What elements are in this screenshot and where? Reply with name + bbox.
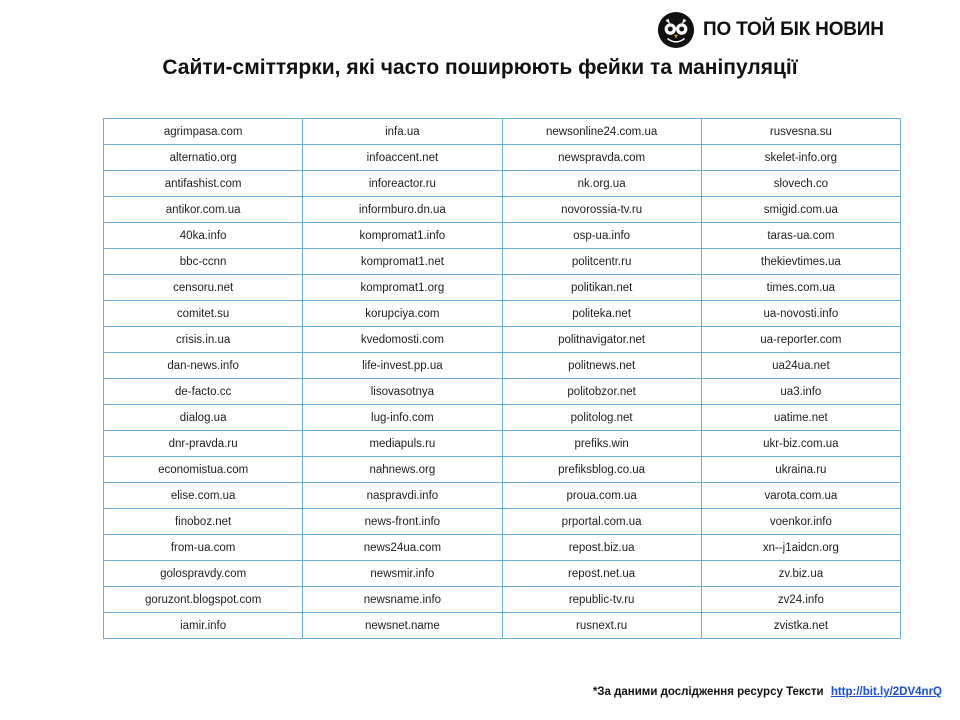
- site-cell: novorossia-tv.ru: [502, 197, 701, 223]
- site-cell: ua-reporter.com: [701, 327, 900, 353]
- table-row: [104, 613, 901, 639]
- site-cell: bbc-ccnn: [104, 249, 303, 275]
- site-cell: ua24ua.net: [701, 353, 900, 379]
- site-cell: alternatio.org: [104, 145, 303, 171]
- site-cell: from-ua.com: [104, 535, 303, 561]
- site-cell: thekievtimes.ua: [701, 249, 900, 275]
- site-cell: politeka.net: [502, 301, 701, 327]
- site-cell: politnavigator.net: [502, 327, 701, 353]
- site-cell: lug-info.com: [303, 405, 502, 431]
- owl-icon: [657, 11, 695, 49]
- site-cell: newsonline24.com.ua: [502, 119, 701, 145]
- site-cell: rusvesna.su: [701, 119, 900, 145]
- site-cell: naspravdi.info: [303, 483, 502, 509]
- site-cell: de-facto.cc: [104, 379, 303, 405]
- site-cell: ukr-biz.com.ua: [701, 431, 900, 457]
- site-cell: antikor.com.ua: [104, 197, 303, 223]
- table-row: [104, 587, 901, 613]
- table-row: [104, 145, 901, 171]
- site-cell: republic-tv.ru: [502, 587, 701, 613]
- site-cell: economistua.com: [104, 457, 303, 483]
- site-cell: iamir.info: [104, 613, 303, 639]
- site-cell: goruzont.blogspot.com: [104, 587, 303, 613]
- table-row: [104, 561, 901, 587]
- site-cell: news24ua.com: [303, 535, 502, 561]
- site-cell: antifashist.com: [104, 171, 303, 197]
- site-cell: times.com.ua: [701, 275, 900, 301]
- site-cell: prportal.com.ua: [502, 509, 701, 535]
- site-cell: varota.com.ua: [701, 483, 900, 509]
- site-cell: prefiks.win: [502, 431, 701, 457]
- site-cell: dialog.ua: [104, 405, 303, 431]
- brand-name: ПО ТОЙ БІК НОВИН: [703, 19, 884, 40]
- site-cell: voenkor.info: [701, 509, 900, 535]
- brand-header: [657, 10, 884, 50]
- site-cell: 40ka.info: [104, 223, 303, 249]
- table-row: [104, 301, 901, 327]
- table-row: [104, 249, 901, 275]
- table-row: [104, 457, 901, 483]
- site-cell: dnr-pravda.ru: [104, 431, 303, 457]
- site-cell: repost.net.ua: [502, 561, 701, 587]
- site-cell: zv24.info: [701, 587, 900, 613]
- site-cell: prefiksblog.co.ua: [502, 457, 701, 483]
- site-cell: nahnews.org: [303, 457, 502, 483]
- site-cell: smigid.com.ua: [701, 197, 900, 223]
- site-cell: finoboz.net: [104, 509, 303, 535]
- site-cell: elise.com.ua: [104, 483, 303, 509]
- site-cell: newsmir.info: [303, 561, 502, 587]
- site-cell: lisovasotnya: [303, 379, 502, 405]
- site-cell: slovech.co: [701, 171, 900, 197]
- table-row: [104, 171, 901, 197]
- site-cell: politnews.net: [502, 353, 701, 379]
- table-row: [104, 353, 901, 379]
- site-cell: zvistka.net: [701, 613, 900, 639]
- site-cell: news-front.info: [303, 509, 502, 535]
- site-cell: newsname.info: [303, 587, 502, 613]
- site-cell: golospravdy.com: [104, 561, 303, 587]
- table-row: [104, 405, 901, 431]
- site-cell: nk.org.ua: [502, 171, 701, 197]
- table-row: [104, 379, 901, 405]
- site-cell: skelet-info.org: [701, 145, 900, 171]
- site-cell: life-invest.pp.ua: [303, 353, 502, 379]
- site-cell: politikan.net: [502, 275, 701, 301]
- source-footer: [593, 686, 942, 698]
- source-link[interactable]: http://bit.ly/2DV4nrQ: [830, 686, 942, 698]
- table-row: [104, 431, 901, 457]
- site-cell: censoru.net: [104, 275, 303, 301]
- table-row: [104, 327, 901, 353]
- site-cell: zv.biz.ua: [701, 561, 900, 587]
- site-cell: infa.ua: [303, 119, 502, 145]
- table-row: [104, 119, 901, 145]
- site-cell: repost.biz.ua: [502, 535, 701, 561]
- site-cell: inforeactor.ru: [303, 171, 502, 197]
- site-cell: agrimpasa.com: [104, 119, 303, 145]
- site-cell: xn--j1aidcn.org: [701, 535, 900, 561]
- table-row: [104, 483, 901, 509]
- site-cell: kvedomosti.com: [303, 327, 502, 353]
- site-cell: proua.com.ua: [502, 483, 701, 509]
- site-cell: ukraina.ru: [701, 457, 900, 483]
- site-cell: taras-ua.com: [701, 223, 900, 249]
- site-cell: dan-news.info: [104, 353, 303, 379]
- table-row: [104, 275, 901, 301]
- source-note: *За даними дослідження ресурсу Тексти: [592, 686, 824, 698]
- table-row: [104, 509, 901, 535]
- site-cell: politobzor.net: [502, 379, 701, 405]
- site-cell: kompromat1.net: [303, 249, 502, 275]
- site-cell: comitet.su: [104, 301, 303, 327]
- table-row: [104, 223, 901, 249]
- site-cell: ua-novosti.info: [701, 301, 900, 327]
- site-cell: crisis.in.ua: [104, 327, 303, 353]
- site-cell: politolog.net: [502, 405, 701, 431]
- site-cell: rusnext.ru: [502, 613, 701, 639]
- page-title: Сайти-сміттярки, які часто поширюють фейки та маніпуляції: [162, 56, 798, 79]
- table-row: [104, 535, 901, 561]
- site-cell: kompromat1.info: [303, 223, 502, 249]
- site-cell: ua3.info: [701, 379, 900, 405]
- sites-table: [103, 118, 901, 639]
- site-cell: informburo.dn.ua: [303, 197, 502, 223]
- site-cell: mediapuls.ru: [303, 431, 502, 457]
- site-cell: osp-ua.info: [502, 223, 701, 249]
- site-cell: kompromat1.org: [303, 275, 502, 301]
- site-cell: newspravda.com: [502, 145, 701, 171]
- site-cell: newsnet.name: [303, 613, 502, 639]
- table-row: [104, 197, 901, 223]
- site-cell: politcentr.ru: [502, 249, 701, 275]
- site-cell: uatime.net: [701, 405, 900, 431]
- site-cell: infoaccent.net: [303, 145, 502, 171]
- site-cell: korupciya.com: [303, 301, 502, 327]
